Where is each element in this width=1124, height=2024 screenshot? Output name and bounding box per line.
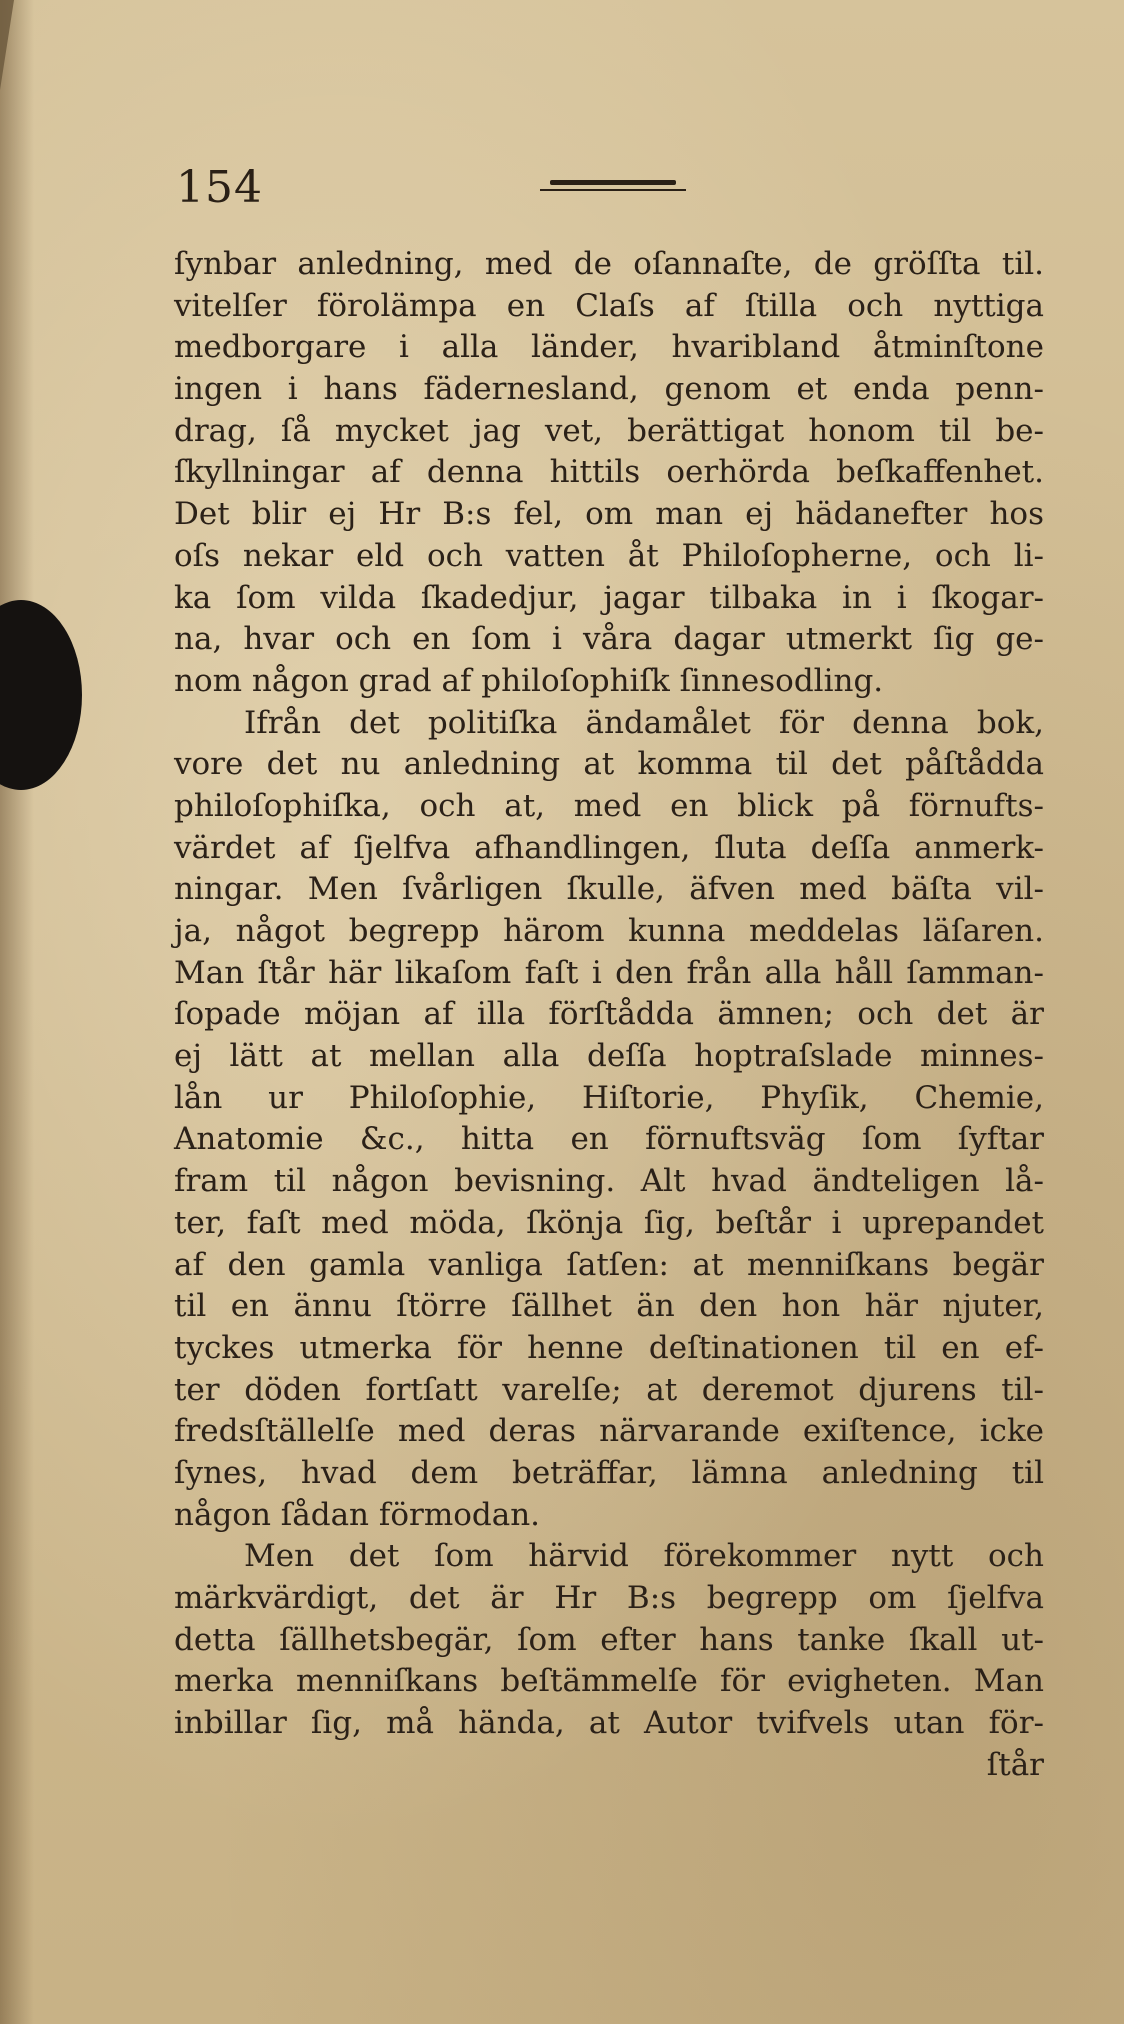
ink-blot xyxy=(0,600,82,790)
text-line: fram til någon bevisning. Alt hvad ändteligen lå- xyxy=(174,1163,1044,1200)
text-line: drag, ſå mycket jag vet, berättigat honom til be- xyxy=(174,412,1044,449)
text-line: nom någon grad af philoſophiſk ſinnesodling. xyxy=(174,662,884,699)
text-line: vitelſer förolämpa en Claſs af ſtilla och nyttiga xyxy=(174,287,1044,324)
text-line: ej lätt at mellan alla deſſa hoptraſslade minnes- xyxy=(174,1038,1044,1075)
text-line: värdet af ſjelfva afhandlingen, ſluta deſſa anmerk- xyxy=(174,829,1044,866)
text-line: lån ur Philoſophie, Hiſtorie, Phyſik, Chemie, xyxy=(174,1079,1044,1116)
torn-corner xyxy=(0,0,14,90)
header-ornament-rule xyxy=(540,180,686,194)
catchword: ſtår xyxy=(986,1746,1044,1783)
text-line: Man ſtår här likaſom faſt i den från alla håll ſamman- xyxy=(174,954,1044,991)
text-line: ka ſom vilda ſkadedjur, jagar tilbaka in i ſkogar- xyxy=(174,579,1044,616)
text-line: ſkyllningar af denna hittils oerhörda beſkaffenhet. xyxy=(174,454,1044,491)
body-text xyxy=(174,244,1044,1786)
text-line: merka menniſkans beſtämmelſe för evigheten. Man xyxy=(174,1663,1044,1700)
text-line: Det blir ej Hr B:s fel, om man ej hädanefter hos xyxy=(174,496,1044,533)
text-line: philoſophiſka, och at, med en blick på förnufts- xyxy=(174,787,1044,824)
text-line: til en ännu ſtörre ſällhet än den hon här njuter, xyxy=(174,1288,1044,1325)
text-line: inbillar ſig, må hända, at Autor tvifvels utan för- xyxy=(174,1705,1044,1742)
page-number: 154 xyxy=(176,162,263,213)
text-line: ingen i hans fädernesland, genom et enda penn- xyxy=(174,371,1044,408)
text-line: ja, något begrepp härom kunna meddelas läſaren. xyxy=(174,913,1044,949)
text-line: fredsſtällelſe med deras närvarande exiſtence, icke xyxy=(174,1413,1044,1450)
text-line: ningar. Men ſvårligen ſkulle, äfven med bäſta vil- xyxy=(174,871,1044,908)
text-line: Anatomie &c., hitta en förnuftsväg ſom ſyftar xyxy=(174,1121,1044,1158)
paragraph-start-line: Men det ſom härvid förekommer nytt och xyxy=(244,1538,1044,1575)
text-line: oſs nekar eld och vatten åt Philoſopherne, och li- xyxy=(174,537,1044,574)
text-line: ſynbar anledning, med de oſannaſte, de gröſſta til. xyxy=(174,246,1044,282)
text-line: ſynes, hvad dem beträffar, lämna anledning til xyxy=(174,1454,1044,1491)
text-line: tyckes utmerka för henne deſtinationen til en ef- xyxy=(174,1329,1044,1366)
text-line: märkvärdigt, det är Hr B:s begrepp om ſjelfva xyxy=(174,1580,1044,1616)
text-line: medborgare i alla länder, hvaribland åtminſtone xyxy=(174,329,1044,366)
page-gutter-shadow xyxy=(0,0,34,2024)
text-line: vore det nu anledning at komma til det påſtådda xyxy=(174,746,1044,783)
text-line: af den gamla vanliga ſatſen: at menniſkans begär xyxy=(174,1246,1044,1283)
text-line: detta ſällhetsbegär, ſom efter hans tanke ſkall ut- xyxy=(174,1621,1044,1658)
paragraph-start-line: Ifrån det politiſka ändamålet för denna bok, xyxy=(244,704,1044,741)
text-line: ſopade möjan af illa förſtådda ämnen; och det är xyxy=(174,996,1044,1033)
text-line: na, hvar och en ſom i våra dagar utmerkt ſig ge- xyxy=(174,621,1044,658)
text-line: ter döden fortſatt varelſe; at deremot djurens til- xyxy=(174,1371,1044,1408)
text-line: ter, faſt med möda, ſkönja ſig, beſtår i uprepandet xyxy=(174,1204,1044,1241)
text-line: någon ſådan förmodan. xyxy=(174,1496,541,1533)
